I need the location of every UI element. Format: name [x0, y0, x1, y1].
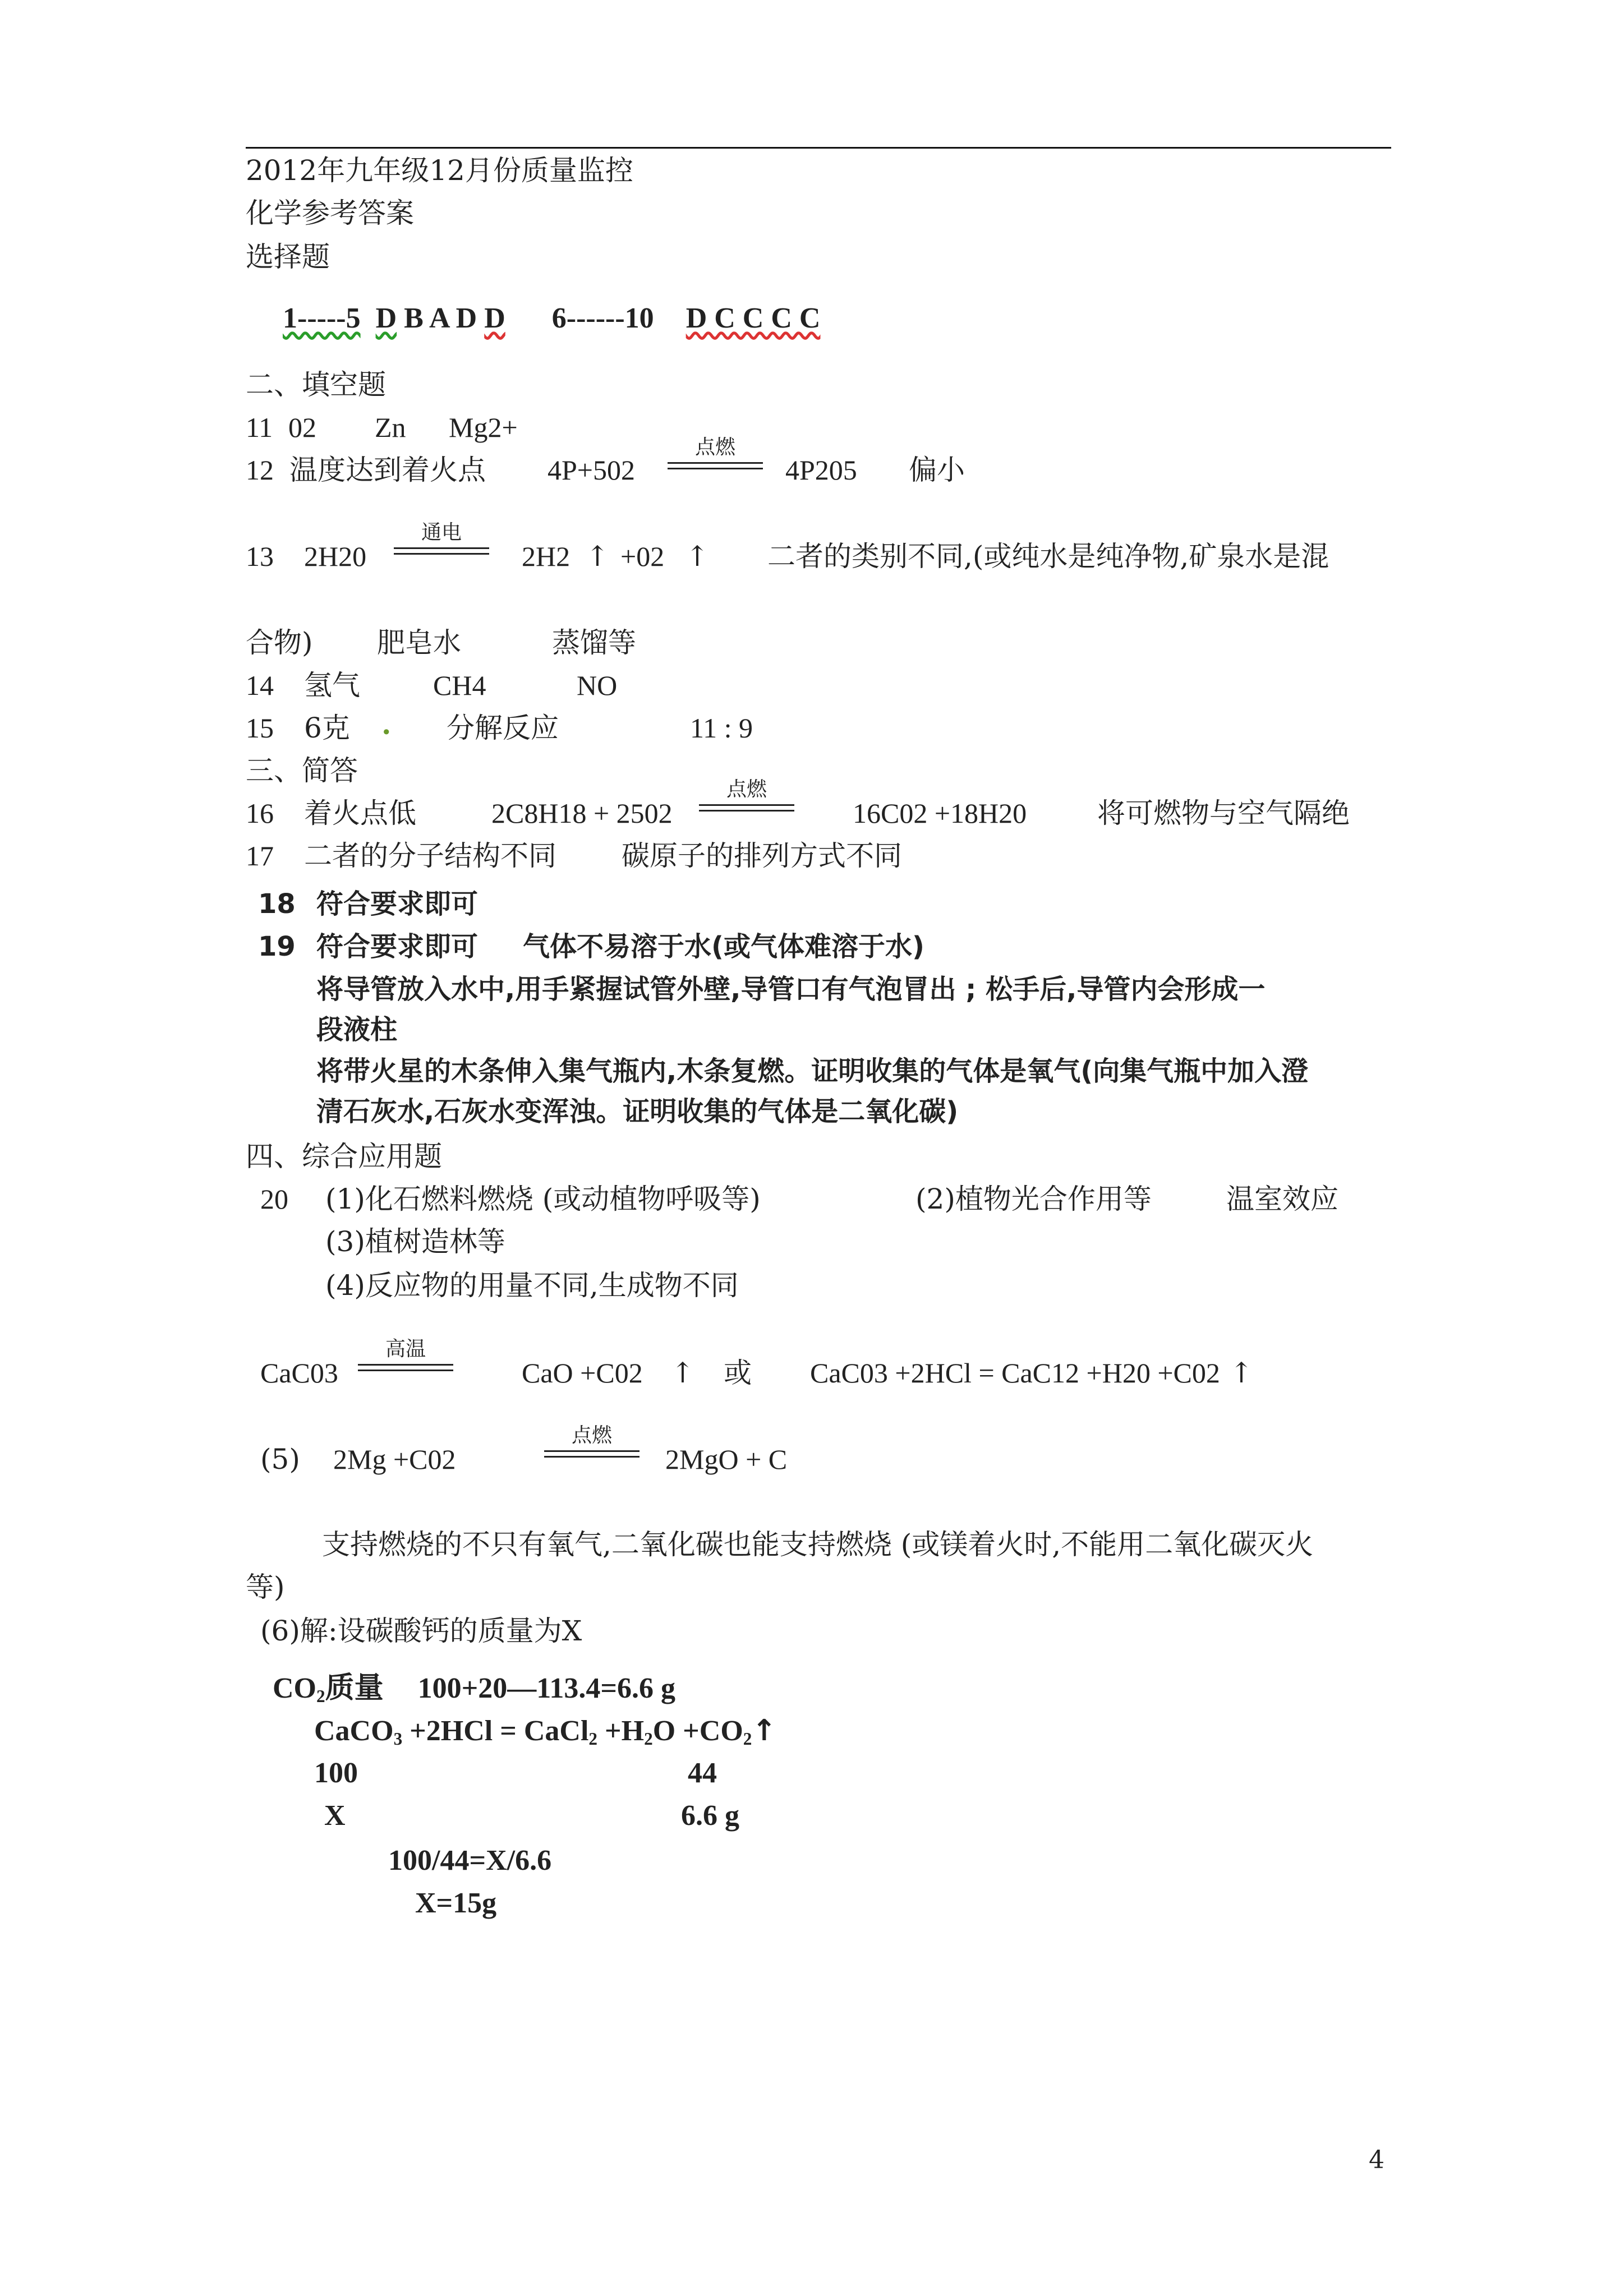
answer-subtitle: 化学参考答案 [246, 197, 414, 229]
q13-a2: 合物) [246, 626, 313, 659]
q20-part5-text2: 等) [246, 1571, 285, 1603]
q16-num: 16 [246, 797, 274, 829]
calc-mass-label: 质量 [325, 1671, 384, 1705]
choice-section-title: 选择题 [246, 241, 330, 273]
choice-answers [283, 302, 820, 335]
q17-a: 二者的分子结构不同 [304, 840, 556, 872]
calc-equation: CaCO$_3$ +2HCl = CaCl$_2$ $+H_2O$ $+CO_2↑$ [314, 1714, 776, 1749]
q13-num: 13 [246, 541, 274, 572]
q18-num: 18 [258, 888, 296, 920]
q12-cond-bar [668, 462, 763, 464]
q12-c: 偏小 [909, 454, 965, 486]
q20-eq1-lhs: CaC03 [260, 1357, 338, 1389]
q11-a: 02 [288, 412, 316, 443]
calc-ratio-b: 44 [688, 1757, 717, 1789]
q20-part5-label: (5) [260, 1443, 300, 1476]
q15-c: 11 : 9 [690, 712, 753, 744]
q16-cond-label: 点燃 [726, 778, 767, 801]
q20-part2: (2)植物光合作用等 [915, 1183, 1152, 1215]
q19-b: 气体不易溶于水(或气体难溶于水) [523, 931, 924, 962]
q20-eq1-condition [358, 1337, 453, 1371]
q14-a: 氢气 [304, 669, 360, 702]
q13-cond-bar [394, 547, 489, 549]
q20-eq2: CaC03 +2HCl = CaC12 +H20 +C02 [810, 1357, 1220, 1389]
q19-num: 19 [258, 931, 296, 962]
q12-lhs: 4P+502 [548, 454, 636, 486]
q19-line1: 将导管放入水中,用手紧握试管外壁,导管口有气泡冒出 ; 松手后,导管内会形成一 [316, 974, 1266, 1005]
choice-range-1: 1-----5 [283, 302, 361, 334]
q17-num: 17 [246, 840, 274, 872]
calc-ratio-a: 100 [314, 1757, 358, 1789]
q12-condition [668, 435, 763, 469]
q16-cond-bar [699, 804, 794, 806]
q13-rhs1: 2H2 [522, 541, 571, 572]
q16-condition [699, 777, 794, 812]
q13-arrow2: ↑ [686, 540, 709, 573]
short-section-title: 三、简答 [246, 754, 358, 787]
q13-arrow1: ↑ [586, 540, 609, 573]
calc-result: X=15g [415, 1887, 497, 1919]
q11-c: Mg2+ [449, 412, 518, 443]
calc-mass-value: 100+20—113.4=6.6 g [417, 1672, 676, 1704]
q20-part1: (1)化石燃料燃烧 (或动植物呼吸等) [325, 1183, 761, 1215]
q20-eq2-arrow: ↑ [1230, 1357, 1253, 1389]
q20-eq1-cond-bar2 [358, 1370, 453, 1371]
q11-num: 11 [246, 412, 273, 443]
q20-eq1-rhs: CaO +C02 [522, 1357, 643, 1389]
q20-part5-text1: 支持燃烧的不只有氧气,二氧化碳也能支持燃烧 (或镁着火时,不能用二氧化碳灭火 [322, 1528, 1314, 1561]
q12-a: 温度达到着火点 [289, 454, 486, 486]
q13-c: 蒸馏等 [552, 626, 636, 659]
q11-b: Zn [375, 412, 406, 443]
q14-c: NO [577, 670, 618, 701]
q13-a: 二者的类别不同,(或纯水是纯净物,矿泉水是混 [767, 540, 1329, 573]
q17-b: 碳原子的排列方式不同 [622, 840, 902, 872]
q20-eq3-cond-bar2 [544, 1456, 640, 1458]
calc-co2-mass: 6.6 g [681, 1800, 739, 1832]
header-rule [246, 147, 1391, 149]
calc-line-1 [273, 1671, 675, 1713]
q20-part3: (3)植树造林等 [325, 1225, 505, 1258]
q14-num: 14 [246, 670, 274, 701]
q20-eq3-lhs: 2Mg +C02 [333, 1444, 456, 1475]
page-number: 4 [1369, 2146, 1384, 2174]
q20-eq3-condition [544, 1423, 640, 1458]
q18-a: 符合要求即可 [316, 888, 479, 920]
q12-rhs: 4P205 [785, 454, 857, 486]
q20-eq3-cond-label: 点燃 [571, 1424, 612, 1447]
q12-cond-bar2 [668, 468, 763, 469]
calc-proportion: 100/44=X/6.6 [388, 1845, 552, 1877]
q15-num: 15 [246, 712, 274, 744]
q13-rhs2: +02 [620, 541, 665, 572]
choice-answer-d: D [375, 302, 397, 334]
q20-num: 20 [260, 1183, 288, 1215]
q20-part2b: 温室效应 [1226, 1183, 1338, 1215]
comp-section-title: 四、综合应用题 [246, 1140, 442, 1173]
q20-eq1-arrow: ↑ [671, 1357, 694, 1389]
q20-part4: (4)反应物的用量不同,生成物不同 [325, 1269, 739, 1302]
q20-eq1-cond-label: 高温 [385, 1338, 426, 1361]
choice-answers-2: D C C C C [686, 302, 821, 334]
fill-section-title: 二、填空题 [246, 368, 386, 401]
calc-co2: $CO_2$ [273, 1672, 325, 1706]
q16-lhs: 2C8H18 + 2502 [491, 797, 673, 829]
choice-answers-bad: B A D [404, 302, 477, 334]
q16-cond-bar2 [699, 810, 794, 812]
q12-num: 12 [246, 454, 274, 486]
q16-a: 着火点低 [304, 797, 416, 829]
choice-range-2: 6------10 [551, 302, 654, 334]
q20-part6: (6)解:设碳酸钙的质量为X [260, 1615, 582, 1647]
q16-b: 将可燃物与空气隔绝 [1097, 797, 1350, 829]
q14-b: CH4 [433, 670, 486, 701]
q15-b: 分解反应 [447, 712, 559, 744]
q13-lhs: 2H20 [304, 541, 367, 572]
q12-cond-label: 点燃 [694, 436, 735, 459]
q15-dot: . [381, 708, 392, 741]
q20-eq3-rhs: 2MgO + C [665, 1444, 788, 1475]
q20-or: 或 [724, 1357, 752, 1389]
q13-b: 肥皂水 [377, 626, 461, 659]
choice-answer-d2: D [484, 302, 505, 334]
q13-cond-bar2 [394, 553, 489, 555]
q13-condition [394, 520, 489, 555]
q16-rhs: 16C02 +18H20 [853, 797, 1027, 829]
q19-line2: 段液柱 [316, 1014, 398, 1045]
calc-x: X [324, 1800, 346, 1832]
q15-a: 6克 [304, 712, 350, 744]
q13-cond-label: 通电 [421, 521, 462, 544]
q19-a: 符合要求即可 [316, 931, 479, 962]
q20-eq1-cond-bar [358, 1364, 453, 1366]
q19-line3: 将带火星的木条伸入集气瓶内,木条复燃。证明收集的气体是氧气(向集气瓶中加入澄 [316, 1055, 1309, 1087]
exam-title: 2012年九年级12月份质量监控 [246, 154, 633, 187]
q20-eq3-cond-bar [544, 1450, 640, 1452]
q19-line4: 清石灰水,石灰水变浑浊。证明收集的气体是二氧化碳) [316, 1096, 959, 1127]
